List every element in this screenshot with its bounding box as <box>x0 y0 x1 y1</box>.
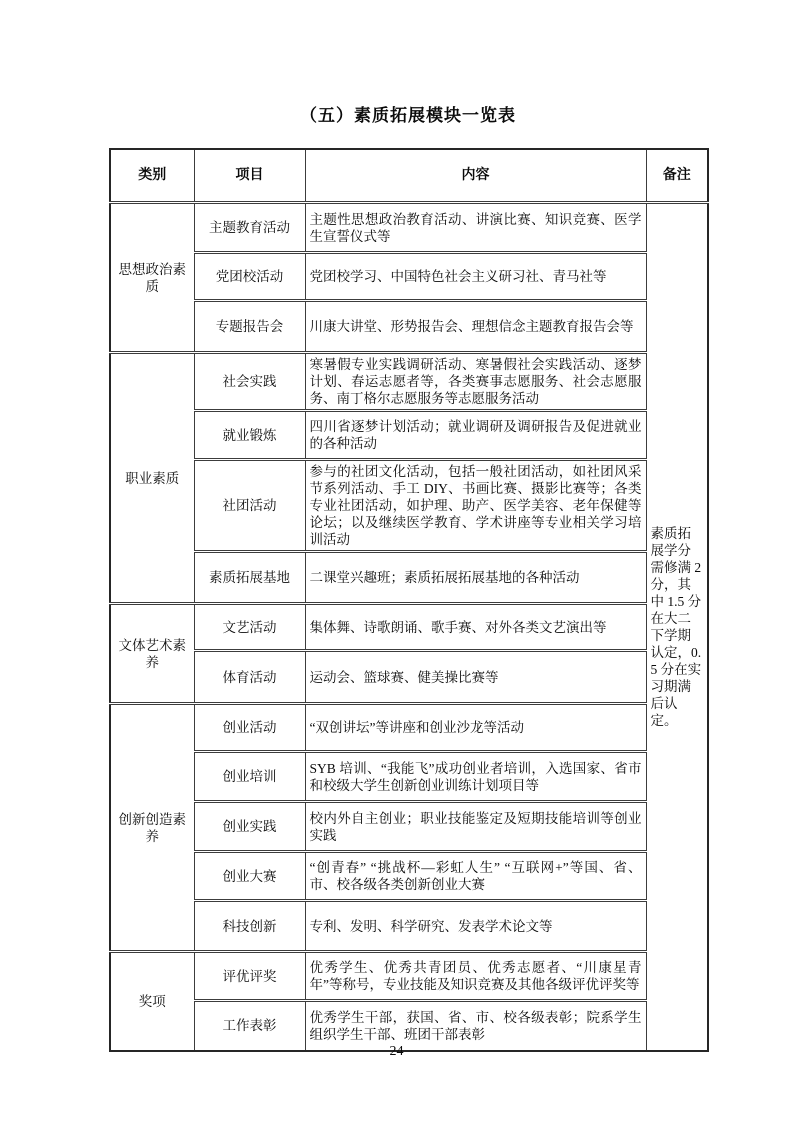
quality-development-table <box>109 148 709 1052</box>
project-cell: 工作表彰 <box>194 1001 305 1051</box>
table-row <box>110 253 708 301</box>
project-cell: 体育活动 <box>194 651 305 704</box>
table-row <box>110 460 708 552</box>
header-content: 内容 <box>305 149 646 203</box>
category-cell: 职业素质 <box>110 353 194 604</box>
project-cell: 创业实践 <box>194 802 305 852</box>
content-cell: 参与的社团文化活动，包括一般社团活动，如社团风采节系列活动、手工 DIY、书画比赛、摄影比赛等；各类专业社团活动，如护理、助产、医学美容、老年保健等论坛；以及继续医学教育、学术讲座等专业相关学习培训活动 <box>305 460 646 552</box>
content-cell: SYB 培训、“我能飞”成功创业者培训，入选国家、省市和校级大学生创新创业训练计划项目等 <box>305 752 646 802</box>
page-title: （五）素质拓展模块一览表 <box>300 106 516 125</box>
content-cell: 川康大讲堂、形势报告会、理想信念主题教育报告会等 <box>305 301 646 353</box>
project-cell: 素质拓展基地 <box>194 552 305 604</box>
header-project: 项目 <box>194 149 305 203</box>
table-row <box>110 802 708 852</box>
project-cell: 文艺活动 <box>194 604 305 651</box>
category-cell: 文体艺术素养 <box>110 604 194 704</box>
table-row <box>110 301 708 353</box>
project-cell: 创业大赛 <box>194 852 305 901</box>
table-row <box>110 203 708 253</box>
content-cell: 优秀学生、优秀共青团员、优秀志愿者、“川康星青年”等称号，专业技能及知识竞赛及其他各级评优评奖等 <box>305 952 646 1001</box>
table-row <box>110 411 708 460</box>
content-cell: 运动会、篮球赛、健美操比赛等 <box>305 651 646 704</box>
content-cell: 专利、发明、科学研究、发表学术论文等 <box>305 901 646 952</box>
project-cell: 创业培训 <box>194 752 305 802</box>
category-cell: 奖项 <box>110 952 194 1051</box>
content-cell: 二课堂兴趣班；素质拓展拓展基地的各种活动 <box>305 552 646 604</box>
table-row <box>110 901 708 952</box>
table-header-row <box>110 149 708 203</box>
project-cell: 党团校活动 <box>194 253 305 301</box>
content-cell: 优秀学生干部，获国、省、市、校各级表彰；院系学生组织学生干部、班团干部表彰 <box>305 1001 646 1051</box>
table-row <box>110 704 708 752</box>
project-cell: 评优评奖 <box>194 952 305 1001</box>
table-row <box>110 1001 708 1051</box>
project-cell: 主题教育活动 <box>194 203 305 253</box>
project-cell: 社会实践 <box>194 353 305 411</box>
table-row <box>110 651 708 704</box>
header-note: 备注 <box>646 149 708 203</box>
content-cell: 集体舞、诗歌朗诵、歌手赛、对外各类文艺演出等 <box>305 604 646 651</box>
content-cell: 党团校学习、中国特色社会主义研习社、青马社等 <box>305 253 646 301</box>
table-row <box>110 353 708 411</box>
project-cell: 创业活动 <box>194 704 305 752</box>
category-cell: 思想政治素质 <box>110 203 194 353</box>
content-cell: 寒暑假专业实践调研活动、寒暑假社会实践活动、逐梦计划、春运志愿者等，各类赛事志愿服务、社会志愿服务、南丁格尔志愿服务等志愿服务活动 <box>305 353 646 411</box>
project-cell: 社团活动 <box>194 460 305 552</box>
note-cell: 素质拓展学分需修满 2 分，其中 1.5 分在大二下学期认定，0.5 分在实习期满后认定。 <box>646 203 708 1051</box>
table-row <box>110 952 708 1001</box>
table-row <box>110 604 708 651</box>
header-category: 类别 <box>110 149 194 203</box>
table-row <box>110 552 708 604</box>
content-cell: “双创讲坛”等讲座和创业沙龙等活动 <box>305 704 646 752</box>
content-cell: 四川省逐梦计划活动；就业调研及调研报告及促进就业的各种活动 <box>305 411 646 460</box>
page-number: 24 <box>389 1044 404 1059</box>
category-cell: 创新创造素养 <box>110 704 194 952</box>
content-cell: 主题性思想政治教育活动、讲演比赛、知识竞赛、医学生宣誓仪式等 <box>305 203 646 253</box>
table-row <box>110 852 708 901</box>
content-cell: “创青春” “挑战杯—彩虹人生” “互联网+”等国、省、市、校各级各类创新创业大赛 <box>305 852 646 901</box>
project-cell: 专题报告会 <box>194 301 305 353</box>
content-cell: 校内外自主创业；职业技能鉴定及短期技能培训等创业实践 <box>305 802 646 852</box>
project-cell: 就业锻炼 <box>194 411 305 460</box>
table-row <box>110 752 708 802</box>
project-cell: 科技创新 <box>194 901 305 952</box>
